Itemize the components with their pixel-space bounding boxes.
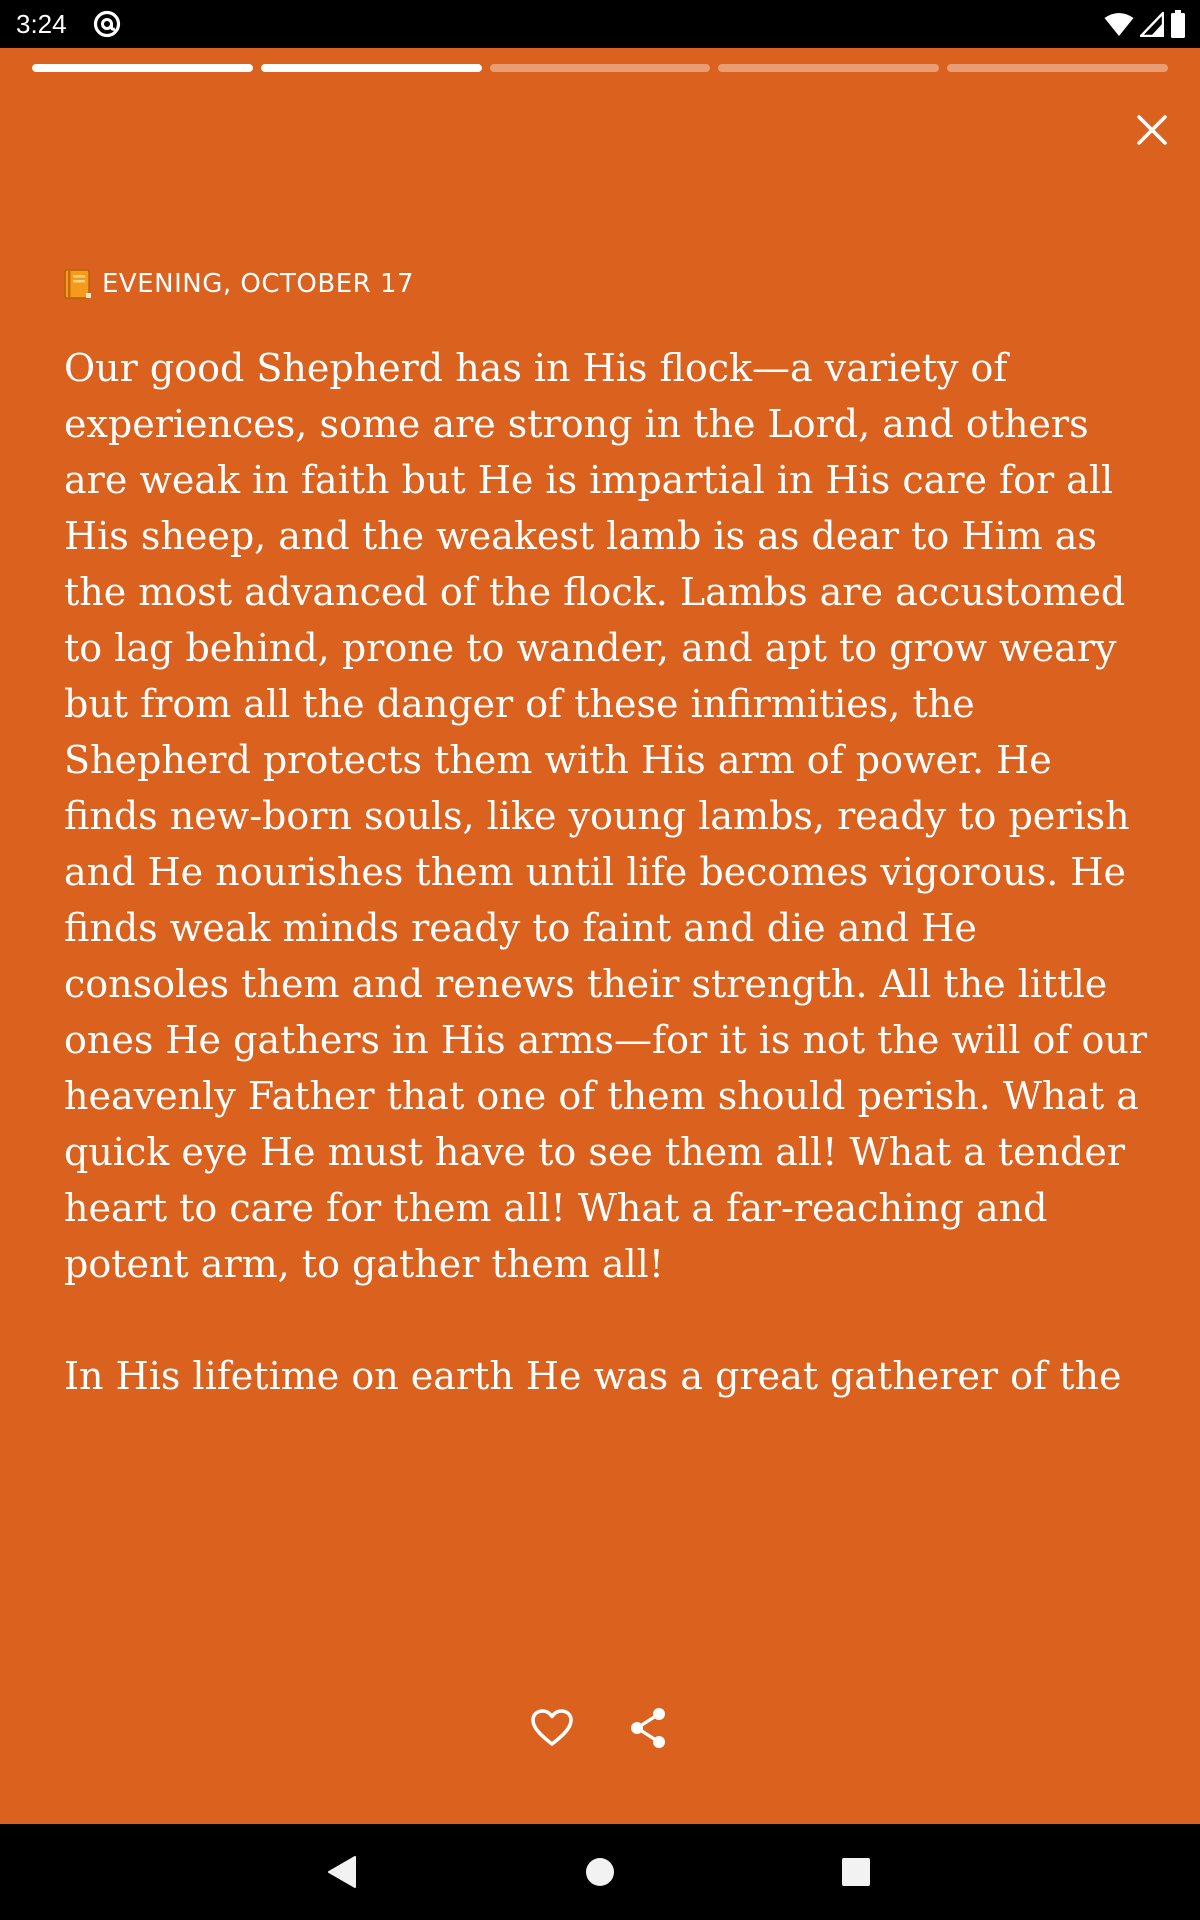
story-progress-segment — [718, 64, 939, 72]
nav-home-button[interactable] — [572, 1844, 628, 1900]
story-paragraph-1: Our good Shepherd has in His flock—a variety of experiences, some are strong in the Lord, and others are weak in faith but He is impartial in His care for all His sheep, and the weakest lamb is as dear to Him as the most advanced of the flock. Lambs are accustomed to lag behind, prone to wander, and apt to grow weary but from all the danger of these infirmities, the Shepherd protects them with His arm of power. He finds new-born souls, like young lambs, ready to perish and He nourishes them until life becomes vigorous. He finds weak minds ready to faint and die and He consoles them and renews their strength. All the little ones He gathers in His arms—for it is not the will of our heavenly Father that one of them should perish. What a quick eye He must have to see them all! What a tender heart to care for them all! What a far-reaching and potent arm, to gather them all! — [64, 346, 1148, 1286]
close-button[interactable] — [1124, 102, 1180, 158]
signal-icon — [1140, 11, 1164, 37]
back-triangle-icon — [326, 1855, 358, 1889]
recents-square-icon — [841, 1857, 871, 1887]
status-time: 3:24 — [16, 9, 67, 39]
at-sign-circle-icon — [92, 9, 122, 39]
share-icon — [628, 1706, 668, 1750]
heart-outline-icon — [530, 1708, 574, 1748]
status-bar — [0, 0, 1200, 48]
close-icon — [1136, 114, 1168, 146]
story-progress — [32, 64, 1168, 74]
navigation-bar — [0, 1824, 1200, 1920]
wifi-icon — [1104, 11, 1134, 37]
nav-back-button[interactable] — [314, 1844, 370, 1900]
story-progress-segment — [490, 64, 711, 72]
story-actions — [0, 1700, 1200, 1756]
like-button[interactable] — [524, 1700, 580, 1756]
story-progress-segment — [32, 64, 253, 72]
status-icons — [1104, 9, 1186, 39]
orange-book-icon — [64, 269, 92, 299]
story-text — [64, 340, 1150, 1460]
nav-recents-button[interactable] — [828, 1844, 884, 1900]
battery-icon — [1170, 10, 1186, 38]
story-paragraph-2: In His lifetime on earth He was a great gatherer of the — [64, 1354, 1122, 1398]
story-progress-fill — [261, 64, 482, 72]
story-progress-segment — [947, 64, 1168, 72]
story-date-header — [64, 266, 414, 302]
story-progress-segment — [261, 64, 482, 72]
home-circle-icon — [584, 1856, 616, 1888]
share-button[interactable] — [620, 1700, 676, 1756]
story-date-label: EVENING, OCTOBER 17 — [102, 269, 415, 299]
story-progress-fill — [32, 64, 253, 72]
